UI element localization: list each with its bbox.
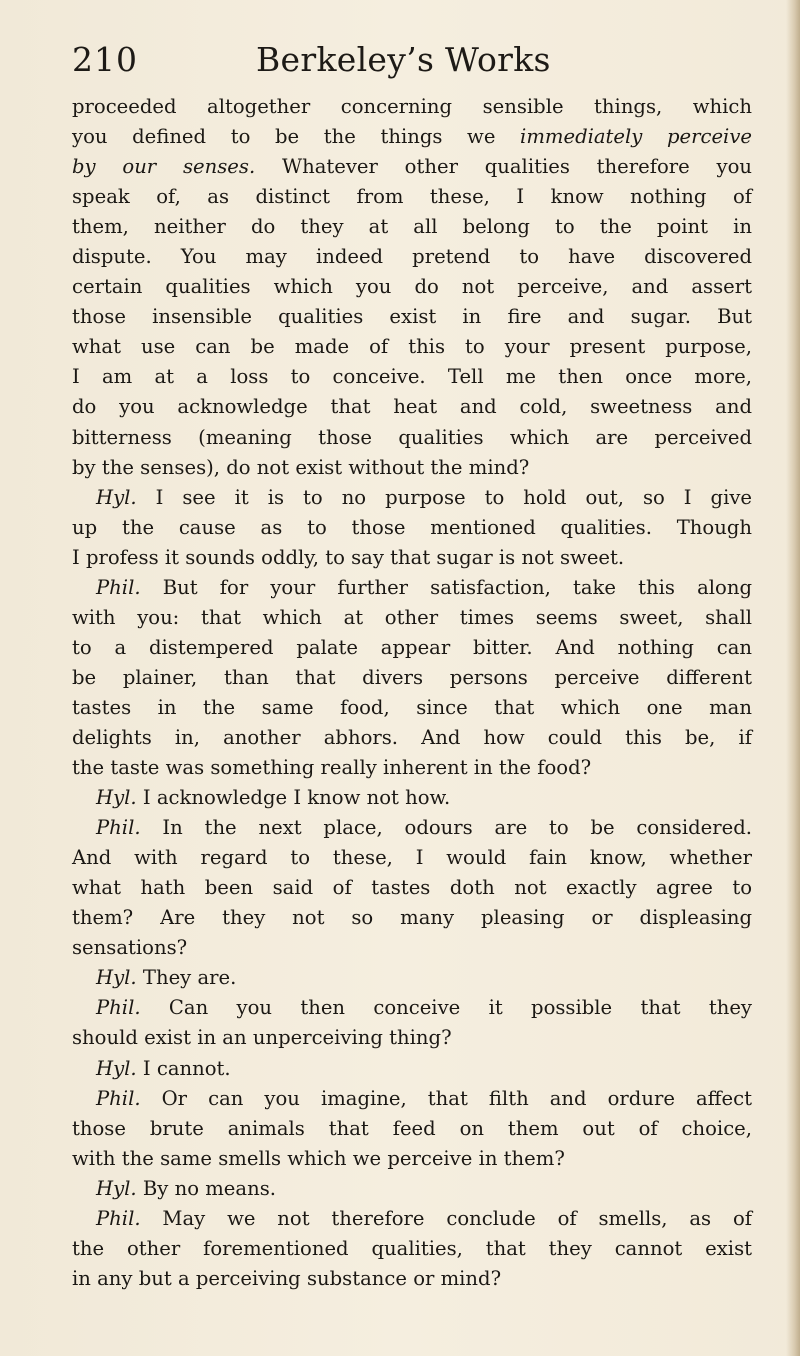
text-line [72,903,752,933]
text-run: with the same smells which we perceive in them? [72,1146,565,1170]
text-run: them, neither do they at all belong to the point in [72,215,752,239]
text-line [72,573,752,603]
text-line [72,543,752,573]
text-line [72,332,752,362]
italic-text: Hyl. [96,485,137,509]
text-line [72,723,752,753]
text-line [72,513,752,543]
text-run: tastes in the same food, since that which one man [72,695,752,719]
italic-text: Hyl. [96,1176,137,1200]
text-line [72,933,752,963]
text-line [72,242,752,272]
text-line [72,453,752,483]
text-run: them? Are they not so many pleasing or displeasing [72,906,752,930]
italic-text: Hyl. [96,966,137,990]
text-run: bitterness (meaning those qualities which are perceived [72,425,752,449]
text-line [72,362,752,392]
text-line [72,633,752,663]
text-line [72,1054,752,1084]
text-run: dispute. You may indeed pretend to have discovered [72,245,752,269]
text-line [72,1174,752,1204]
text-line [72,302,752,332]
text-run: In the next place, odours are to be considered. [140,816,752,840]
running-title: Berkeley’s Works [256,40,551,79]
text-line [72,1144,752,1174]
text-line [72,212,752,242]
italic-text: Phil. [96,575,141,599]
text-line [72,483,752,513]
text-line [72,843,752,873]
text-line [72,1084,752,1114]
page-edge-shadow [786,0,800,1356]
text-run: in any but a perceiving substance or mind? [72,1266,502,1290]
text-line [72,813,752,843]
text-line [72,392,752,422]
text-line [72,1023,752,1053]
text-line [72,1204,752,1234]
text-run: But for your further satisfaction, take this along [140,575,752,599]
text-run: the other forementioned qualities, that they cannot exist [72,1236,752,1260]
text-run: Whatever other qualities therefore you [255,155,752,179]
text-run: Or can you imagine, that filth and ordure affect [140,1086,752,1110]
text-run: by the senses), do not exist without the mind? [72,455,530,479]
text-line [72,663,752,693]
text-run: with you: that which at other times seems sweet, shall [72,605,752,629]
text-run: I cannot. [136,1056,231,1080]
text-run: you defined to be the things we [72,125,521,149]
italic-text: Phil. [96,816,141,840]
text-run: be plainer, than that divers persons perceive different [72,665,752,689]
italic-text: by our senses. [72,155,256,179]
text-run: I acknowledge I know not how. [136,786,451,810]
italic-text: Hyl. [96,786,137,810]
text-line [72,182,752,212]
text-line [72,272,752,302]
text-run: I am at a loss to conceive. Tell me then once more, [72,365,752,389]
text-line [72,873,752,903]
text-run: May we not therefore conclude of smells, as of [140,1206,752,1230]
text-line [72,122,752,152]
text-line [72,152,752,182]
italic-text: Hyl. [96,1056,137,1080]
text-line [72,753,752,783]
text-run: certain qualities which you do not perceive, and assert [72,275,752,299]
text-line [72,783,752,813]
text-run: do you acknowledge that heat and cold, sweetness and [72,395,752,419]
text-run: up the cause as to those mentioned qualities. Though [72,515,752,539]
text-run: They are. [136,966,237,990]
italic-text: Phil. [96,1206,141,1230]
text-run: those brute animals that feed on them out of choice, [72,1116,752,1140]
page-number: 210 [72,40,138,79]
text-run: what use can be made of this to your present purpose, [72,335,752,359]
text-run: to a distempered palate appear bitter. And nothing can [72,635,752,659]
text-line [72,1264,752,1294]
text-line [72,603,752,633]
text-line [72,92,752,122]
text-line [72,963,752,993]
text-line [72,693,752,723]
text-run: speak of, as distinct from these, I know nothing of [72,185,752,209]
italic-text: immediately perceive [520,125,752,149]
text-run: By no means. [136,1176,276,1200]
italic-text: Phil. [96,996,141,1020]
text-run: Can you then conceive it possible that they [140,996,752,1020]
text-line [72,423,752,453]
text-run: sensations? [72,936,188,960]
italic-text: Phil. [96,1086,141,1110]
body-text [72,92,752,1294]
page-header [72,40,752,100]
text-run: should exist in an unperceiving thing? [72,1026,452,1050]
text-run: I see it is to no purpose to hold out, so I give [136,485,752,509]
text-run: what hath been said of tastes doth not exactly agree to [72,876,752,900]
text-line [72,1234,752,1264]
text-run: And with regard to these, I would fain know, whether [72,846,752,870]
text-run: I profess it sounds oddly, to say that sugar is not sweet. [72,545,625,569]
text-line [72,1114,752,1144]
text-run: the taste was something really inherent in the food? [72,756,592,780]
text-line [72,993,752,1023]
text-run: proceeded altogether concerning sensible things, which [72,95,752,118]
text-run: those insensible qualities exist in fire and sugar. But [72,305,752,329]
text-run: delights in, another abhors. And how could this be, if [72,725,752,749]
